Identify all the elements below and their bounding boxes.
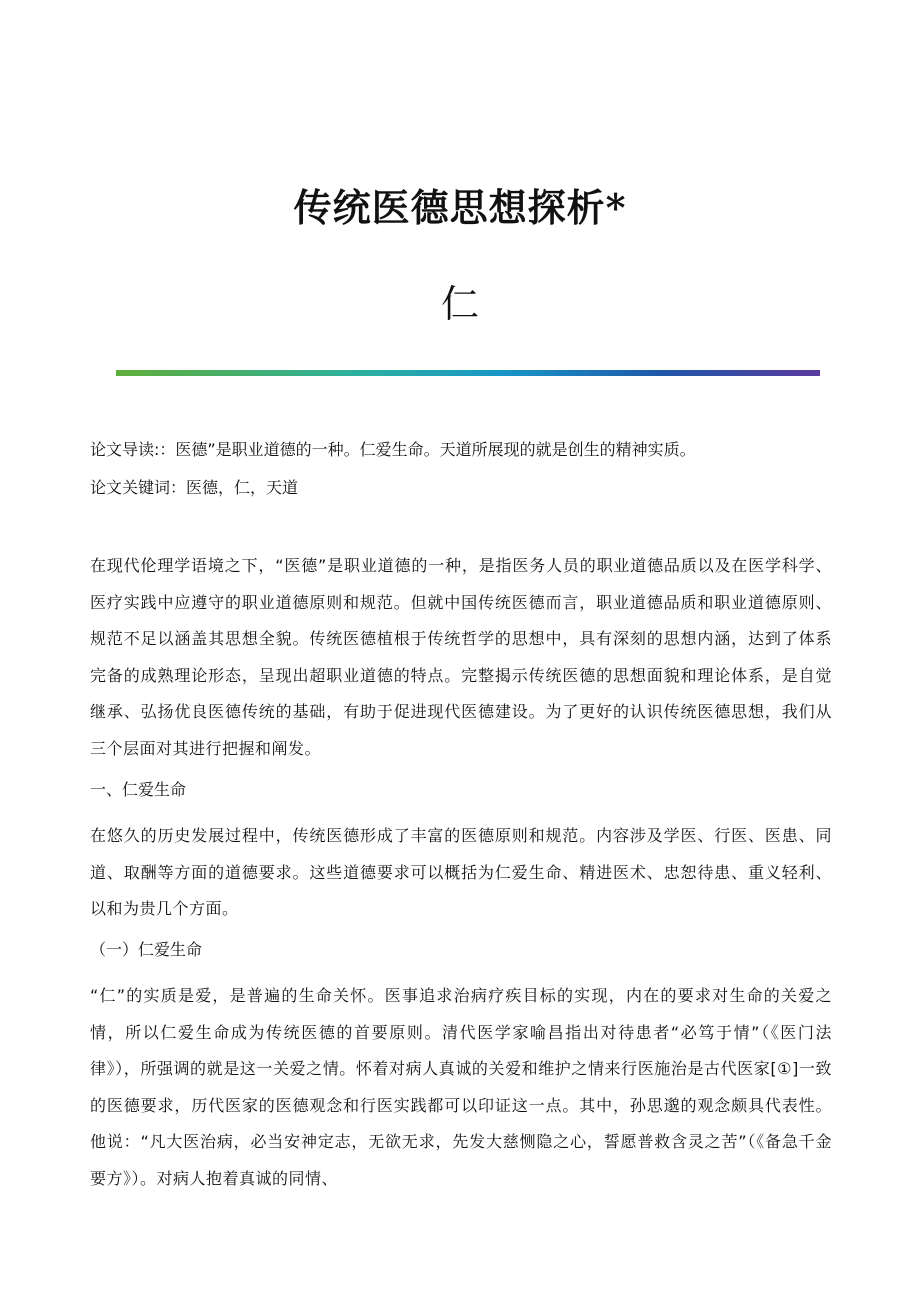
document-title: 传统医德思想探析* xyxy=(293,185,627,230)
section-1-paragraph: 在悠久的历史发展过程中，传统医德形成了丰富的医德原则和规范。内容涉及学医、行医、医患、同道、取酬等方面的道德要求。这些道德要求可以概括为仁爱生命、精进医术、忠恕待患、重义轻利、以和为贵几个方面。 xyxy=(90,826,832,918)
document-author: 仁 xyxy=(440,282,479,326)
decorative-gradient-rule xyxy=(116,370,820,376)
paper-keywords: 论文关键词：医德，仁，天道 xyxy=(90,478,299,497)
paper-guide: 论文导读:：医德”是职业道德的一种。仁爱生命。天道所展现的就是创生的精神实质。 xyxy=(90,440,696,459)
intro-paragraph: 在现代伦理学语境之下，“医德”是职业道德的一种，是指医务人员的职业道德品质以及在医学科学、医疗实践中应遵守的职业道德原则和规范。但就中国传统医德而言，职业道德品质和职业道德原则、规范不足以涵盖其思想全貌。传统医德植根于传统哲学的思想中，具有深刻的思想内涵，达到了体系完备的成熟理论形态，呈现出超职业道德的特点。完整揭示传统医德的思想面貌和理论体系，是自觉继承、弘扬优良医德传统的基础，有助于促进现代医德建设。为了更好的认识传统医德思想，我们从三个层面对其进行把握和阐发。 xyxy=(90,556,832,758)
subsection-1-paragraph: “仁”的实质是爱，是普遍的生命关怀。医事追求治病疗疾目标的实现，内在的要求对生命的关爱之情，所以仁爱生命成为传统医德的首要原则。清代医学家喻昌指出对待患者“必笃于情”（《医门法律》），所强调的就是这一关爱之情。怀着对病人真诚的关爱和维护之情来行医施治是古代医家[①]一致的医德要求，历代医家的医德观念和行医实践都可以印证这一点。其中，孙思邈的观念颇具代表性。他说：“凡大医治病，必当安神定志，无欲无求，先发大慈恻隐之心，誓愿普救含灵之苦”（《备急千金要方》）。对病人抱着真诚的同情、 xyxy=(90,986,832,1188)
subsection-heading-1: （一）仁爱生命 xyxy=(90,940,203,959)
section-heading-1: 一、仁爱生命 xyxy=(90,780,187,799)
